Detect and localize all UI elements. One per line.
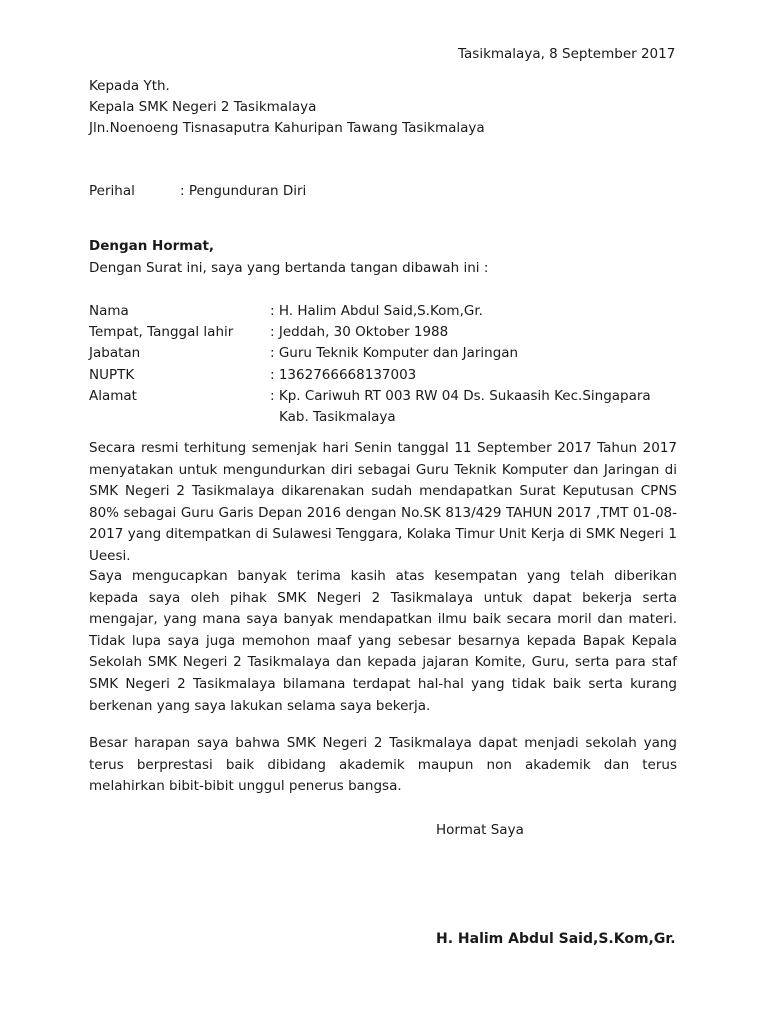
recipient-line-3: Jln.Noenoeng Tisnasaputra Kahuripan Tawang Tasikmalaya: [89, 120, 485, 136]
identity-label-position: Jabatan: [89, 345, 141, 361]
greeting: Dengan Hormat,: [89, 238, 215, 254]
signer-name: H. Halim Abdul Said,S.Kom,Gr.: [436, 931, 676, 947]
identity-address-continuation: Kab. Tasikmalaya: [279, 409, 396, 425]
identity-value-address: : Kp. Cariwuh RT 003 RW 04 Ds. Sukaasih Kec.Singapara: [270, 388, 651, 404]
identity-value-birth: : Jeddah, 30 Oktober 1988: [270, 324, 449, 340]
identity-label-address: Alamat: [89, 388, 137, 404]
body-paragraph-2: Saya mengucapkan banyak terima kasih atas kesempatan yang telah diberikan kepada saya oleh pihak SMK Negeri 2 Tasikmalaya untuk dapat bekerja serta mengajar, yang mana saya banyak mendapatkan ilmu baik secara moril dan materi. Tidak lupa saya juga memohon maaf yang sebesar besarnya kepada Bapak Kepala Sekolah SMK Negeri 2 Tasikmalaya dan kepada jajaran Komite, Guru, serta para staf SMK Negeri 2 Tasikmalaya bilamana terdapat hal-hal yang tidak baik serta kurang berkenan yang saya lakukan selama saya bekerja.: [89, 568, 677, 714]
identity-value-name: : H. Halim Abdul Said,S.Kom,Gr.: [270, 303, 483, 319]
place-date: Tasikmalaya, 8 September 2017: [458, 46, 676, 62]
body-paragraph-3: Besar harapan saya bahwa SMK Negeri 2 Tasikmalaya dapat menjadi sekolah yang terus berprestasi baik dibidang akademik maupun non akademik dan terus melahirkan bibit-bibit unggul penerus bangsa.: [89, 735, 677, 795]
identity-label-nuptk: NUPTK: [89, 367, 135, 383]
identity-label-name: Nama: [89, 303, 129, 319]
subject-label: Perihal: [89, 183, 135, 199]
recipient-line-1: Kepada Yth.: [89, 78, 170, 94]
intro-sentence: Dengan Surat ini, saya yang bertanda tangan dibawah ini :: [89, 260, 489, 276]
identity-value-nuptk: : 1362766668137003: [270, 367, 417, 383]
subject-value: : Pengunduran Diri: [180, 183, 307, 199]
recipient-line-2: Kepala SMK Negeri 2 Tasikmalaya: [89, 99, 317, 115]
identity-label-birth: Tempat, Tanggal lahir: [89, 324, 234, 340]
closing: Hormat Saya: [436, 822, 524, 838]
identity-value-position: : Guru Teknik Komputer dan Jaringan: [270, 345, 519, 361]
body-paragraph-1: Secara resmi terhitung semenjak hari Senin tanggal 11 September 2017 Tahun 2017 menyatakan untuk mengundurkan diri sebagai Guru Teknik Komputer dan Jaringan di SMK Negeri 2 Tasikmalaya dikarenakan sudah mendapatkan Surat Keputusan CPNS 80% sebagai Guru Garis Depan 2016 dengan No.SK 813/429 TAHUN 2017 ,TMT 01-08-2017 yang ditempatkan di Sulawesi Tenggara, Kolaka Timur Unit Kerja di SMK Negeri 1 Ueesi.: [89, 440, 677, 564]
